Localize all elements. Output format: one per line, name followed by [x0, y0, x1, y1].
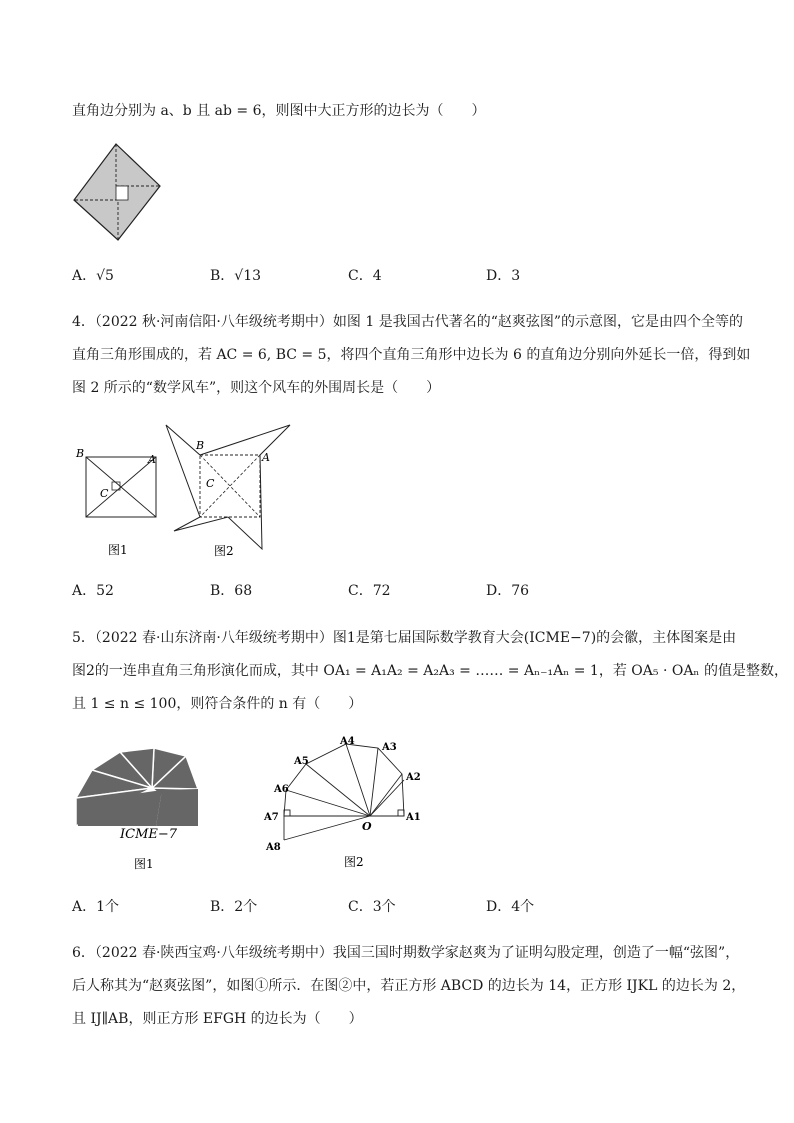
q6-line3: 且 IJ∥AB，则正方形 EFGH 的边长为（ ） [72, 1011, 363, 1027]
q4-fig2-caption: 图2 [214, 544, 234, 558]
q4-line1: 4．（2022 秋·河南信阳·八年级统考期中）如图 1 是我国古代著名的“赵爽弦图”的示意图，它是由四个全等的 [72, 314, 744, 330]
q4-choices [72, 581, 722, 601]
q5-label-a4: A4 [340, 736, 355, 747]
q5-label-o: O [362, 820, 372, 833]
q4-figure-1 [72, 443, 162, 558]
q4-fig1-label-c: C [100, 487, 109, 500]
q5-line1: 5．（2022 春·山东济南·八年级统考期中）图1是第七届国际数学教育大会(ICME−7)的会徽，主体图案是由 [72, 630, 737, 646]
q4-figure-2 [164, 421, 292, 561]
q3-choice-d[interactable]: D．3 [486, 268, 521, 284]
q5-label-a7: A7 [264, 812, 279, 823]
q4-fig2-label-a: A [262, 451, 270, 464]
q5-logo-text: ICME−7 [120, 827, 178, 842]
q3-figure [72, 142, 162, 244]
q5-fig2-caption: 图2 [344, 855, 364, 869]
q5-choice-c[interactable]: C．3个 [348, 899, 396, 915]
q4-fig1-label-b: B [76, 447, 85, 460]
q4-choice-c[interactable]: C．72 [348, 583, 391, 599]
q5-choice-b[interactable]: B．2个 [210, 899, 258, 915]
q4-fig1-caption: 图1 [108, 543, 128, 557]
q5-line2: 图2的一连串直角三角形演化而成，其中 OA₁ = A₁A₂ = A₂A₃ = …… = Aₙ₋₁Aₙ = 1，若 OA₅ · OAₙ 的值是整数， [72, 663, 788, 679]
q5-label-a6: A6 [274, 784, 289, 795]
q4-fig1-label-a: A [148, 453, 156, 466]
q5-label-a2: A2 [406, 772, 421, 783]
q6-line2: 后人称其为“赵爽弦图”，如图①所示．在图②中，若正方形 ABCD 的边长为 14，正方形 IJKL 的边长为 2， [72, 978, 746, 994]
q5-logo-figure [72, 746, 212, 876]
q5-spiral-figure [262, 734, 432, 874]
q5-choice-a[interactable]: A．1个 [72, 899, 120, 915]
q3-stem: 直角边分别为 a、b 且 ab = 6，则图中大正方形的边长为（ ） [72, 103, 486, 119]
q4-line3: 图 2 所示的“数学风车”，则这个风车的外围周长是（ ） [72, 380, 441, 396]
q3-choice-a[interactable]: A．√5 [72, 268, 114, 284]
q3-choice-c[interactable]: C．4 [348, 268, 382, 284]
q4-choice-a[interactable]: A．52 [72, 583, 114, 599]
q6-line1: 6．（2022 春·陕西宝鸡·八年级统考期中）我国三国时期数学家赵爽为了证明勾股定理，创造了一幅“弦图”， [72, 945, 740, 961]
q4-line2: 直角三角形围成的，若 AC = 6, BC = 5，将四个直角三角形中边长为 6 的直角边分别向外延长一倍，得到如 [72, 347, 751, 363]
q4-fig2-label-b: B [196, 439, 205, 452]
q5-label-a1: A1 [406, 812, 421, 823]
q5-choice-d[interactable]: D．4个 [486, 899, 535, 915]
q3-choices [72, 266, 722, 286]
q4-choice-d[interactable]: D．76 [486, 583, 530, 599]
q4-choice-b[interactable]: B．68 [210, 583, 253, 599]
q5-choices [72, 897, 722, 917]
q5-label-a5: A5 [294, 756, 309, 767]
q3-choice-b[interactable]: B．√13 [210, 268, 262, 284]
q5-fig1-caption: 图1 [134, 857, 154, 871]
q5-label-a3: A3 [382, 742, 397, 753]
q5-label-a8: A8 [266, 842, 281, 853]
q5-line3: 且 1 ≤ n ≤ 100，则符合条件的 n 有（ ） [72, 696, 363, 712]
q4-fig2-label-c: C [206, 477, 215, 490]
